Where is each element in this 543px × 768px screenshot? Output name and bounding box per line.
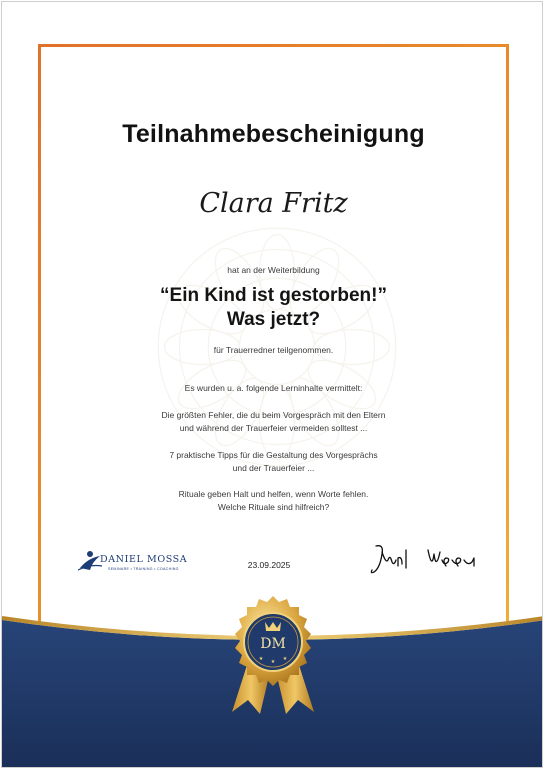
recipient-name: Clara Fritz xyxy=(199,188,348,219)
course-title-line-1: “Ein Kind ist gestorben!” xyxy=(160,285,387,306)
content-item-line: Rituale geben Halt und helfen, wenn Worte fehlen. xyxy=(178,489,369,499)
content-item-line: Welche Rituale sind hilfreich? xyxy=(217,502,330,512)
content-item-line: 7 praktische Tipps für die Gestaltung des Vorgesprächs xyxy=(169,450,378,460)
intro-text: hat an der Weiterbildung xyxy=(227,265,320,275)
seal-monogram: DM xyxy=(260,636,286,652)
handwritten-signature xyxy=(370,540,480,582)
course-title xyxy=(2,284,543,332)
content-intro: Es wurden u. a. folgende Lerninhalte vermittelt: xyxy=(184,383,363,393)
content-item xyxy=(2,409,543,435)
content-item-line: Die größten Fehler, die du beim Vorgespräch mit den Eltern xyxy=(161,410,386,420)
content-item xyxy=(2,449,543,475)
content-item-line: und der Trauerfeier ... xyxy=(232,463,315,473)
certificate-page xyxy=(1,1,543,768)
logo-tagline: SEMINARE • TRAINING • COACHING xyxy=(108,567,179,571)
logo-name: DANIEL MOSSA xyxy=(100,554,188,565)
person-figure-icon xyxy=(78,550,102,572)
course-title-line-2: Was jetzt? xyxy=(226,309,321,330)
certificate-title: Teilnahmebescheinigung xyxy=(122,120,425,148)
certificate-date: 23.09.2025 xyxy=(247,560,291,570)
content-item-line: und während der Trauerfeier vermeiden solltest ... xyxy=(179,423,368,433)
rosette-medal-icon xyxy=(218,592,328,717)
daniel-mossa-logo xyxy=(78,550,198,576)
content-item xyxy=(2,488,543,514)
completion-text: für Trauerredner teilgenommen. xyxy=(213,345,334,355)
svg-text:★: ★ xyxy=(282,656,288,662)
svg-text:★: ★ xyxy=(270,659,276,665)
svg-text:★: ★ xyxy=(258,656,264,662)
